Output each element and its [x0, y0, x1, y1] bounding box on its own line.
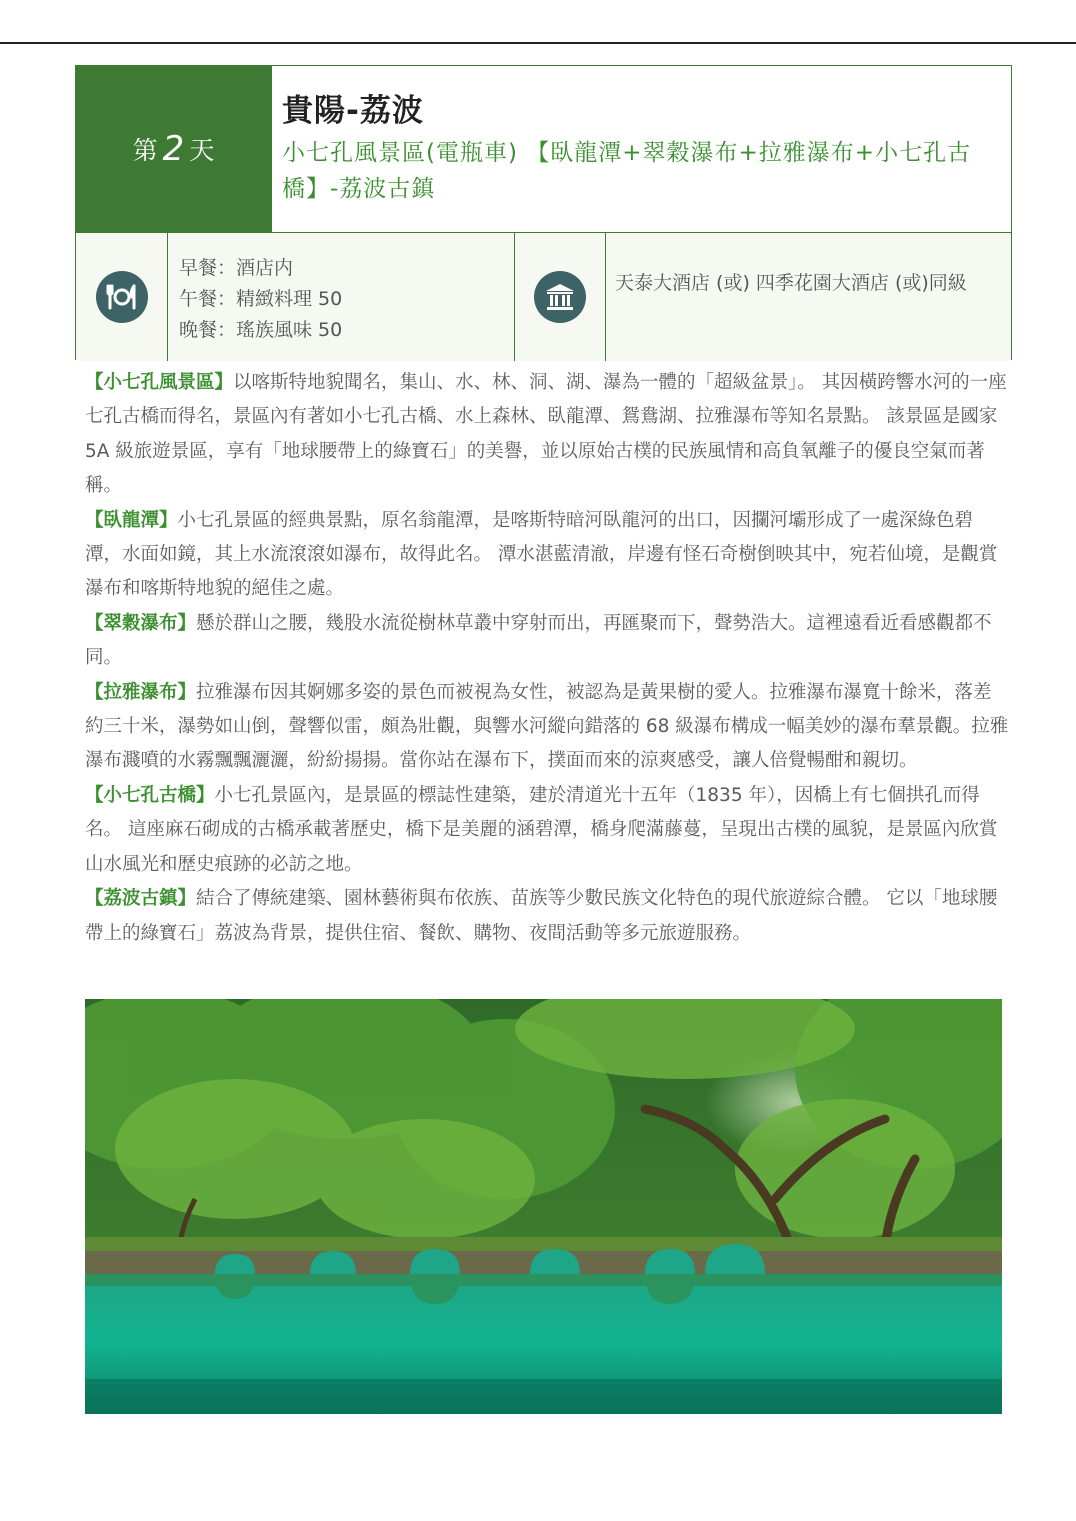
section-title: 【小七孔古橋】	[85, 784, 215, 806]
day-prefix: 第	[132, 136, 158, 165]
day-itinerary-table	[75, 65, 1012, 360]
day-number: 2	[162, 129, 185, 169]
section-body: 拉雅瀑布因其婀娜多姿的景色而被視為女性，被認為是黃果樹的愛人。拉雅瀑布瀑寬十餘米，落差約三十米，瀑勢如山倒，聲響似雷，頗為壯觀，與響水河縱向錯落的 68 級瀑布構成一幅美妙的瀑布羣景觀。拉雅瀑布濺噴的水霧飄飄灑灑，紛紛揚揚。當你站在瀑布下，撲面而來的涼爽感受，讓人倍覺暢酣和親切。	[85, 681, 1009, 772]
stone-bridge-photo	[85, 999, 1002, 1414]
day-label	[76, 66, 271, 232]
section-body: 以喀斯特地貌聞名，集山、水、林、洞、湖、瀑為一體的「超級盆景」。 其因橫跨響水河的一座七孔古橋而得名，景區內有著如小七孔古橋、水上森林、臥龍潭、鴛鴦湖、拉雅瀑布等知名景點。 該景區是國家 5A 級旅遊景區，享有「地球腰帶上的綠寶石」的美譽，並以原始古樸的民族風情和高負氧離子的優良空氣而著稱。	[85, 372, 1007, 497]
section-paragraph	[85, 504, 1010, 607]
section-paragraph	[85, 607, 1010, 676]
section-title: 【小七孔風景區】	[85, 372, 234, 393]
section-title: 【翠穀瀑布】	[85, 612, 197, 634]
section-title: 【臥龍潭】	[85, 509, 178, 531]
meal-icon-cell	[76, 233, 168, 361]
info-row	[76, 232, 1011, 361]
route-description: 小七孔風景區(電瓶車) 【臥龍潭+翠穀瀑布+拉雅瀑布+小七孔古橋】-荔波古鎮	[282, 140, 972, 202]
hotel-info: 天泰大酒店 (或) 四季花園大酒店 (或)同級	[615, 272, 967, 294]
section-body: 小七孔景區的經典景點，原名翁龍潭，是喀斯特暗河臥龍河的出口，因攔河壩形成了一處深綠色碧潭，水面如鏡，其上水流滾滾如瀑布，故得此名。 潭水湛藍清澈，岸邊有怪石奇樹倒映其中，宛若仙境，是觀賞瀑布和喀斯特地貌的絕佳之處。	[85, 509, 998, 600]
section-body: 結合了傳統建築、園林藝術與布依族、苗族等少數民族文化特色的現代旅遊綜合體。 它以「地球腰帶上的綠寶石」荔波為背景，提供住宿、餐飲、購物、夜間活動等多元旅遊服務。	[85, 888, 998, 944]
section-body: 懸於群山之腰，幾股水流從樹林草叢中穿射而出，再匯聚而下，聲勢浩大。這裡遠看近看感觀都不同。	[85, 612, 992, 669]
section-title: 【拉雅瀑布】	[85, 681, 197, 703]
meal-breakfast: 早餐：酒店内	[179, 257, 294, 279]
section-paragraph	[85, 779, 1010, 882]
section-paragraph	[85, 882, 1010, 951]
day-suffix: 天	[189, 136, 215, 165]
attraction-descriptions	[85, 366, 1010, 951]
hotel-icon-cell	[514, 233, 606, 361]
section-paragraph	[85, 676, 1010, 779]
route-title: 貴陽-荔波	[282, 93, 424, 129]
meal-dinner: 晚餐：瑤族風味 50	[179, 319, 343, 341]
section-title: 【荔波古鎮】	[85, 888, 197, 910]
section-body: 小七孔景區內，是景區的標誌性建築，建於清道光十五年（1835 年），因橋上有七個拱孔而得名。 這座麻石砌成的古橋承載著歷史，橋下是美麗的涵碧潭，橋身爬滿藤蔓，呈現出古樸的風貌，是景區內欣賞山水風光和歷史痕跡的必訪之地。	[85, 784, 998, 875]
route-title-cell	[271, 66, 1011, 232]
top-rule	[0, 42, 1076, 44]
dining-icon	[96, 271, 148, 323]
meal-lunch: 午餐：精緻料理 50	[179, 288, 343, 310]
hotel-building-icon	[534, 271, 586, 323]
meals-list	[168, 233, 514, 361]
section-paragraph	[85, 366, 1010, 504]
